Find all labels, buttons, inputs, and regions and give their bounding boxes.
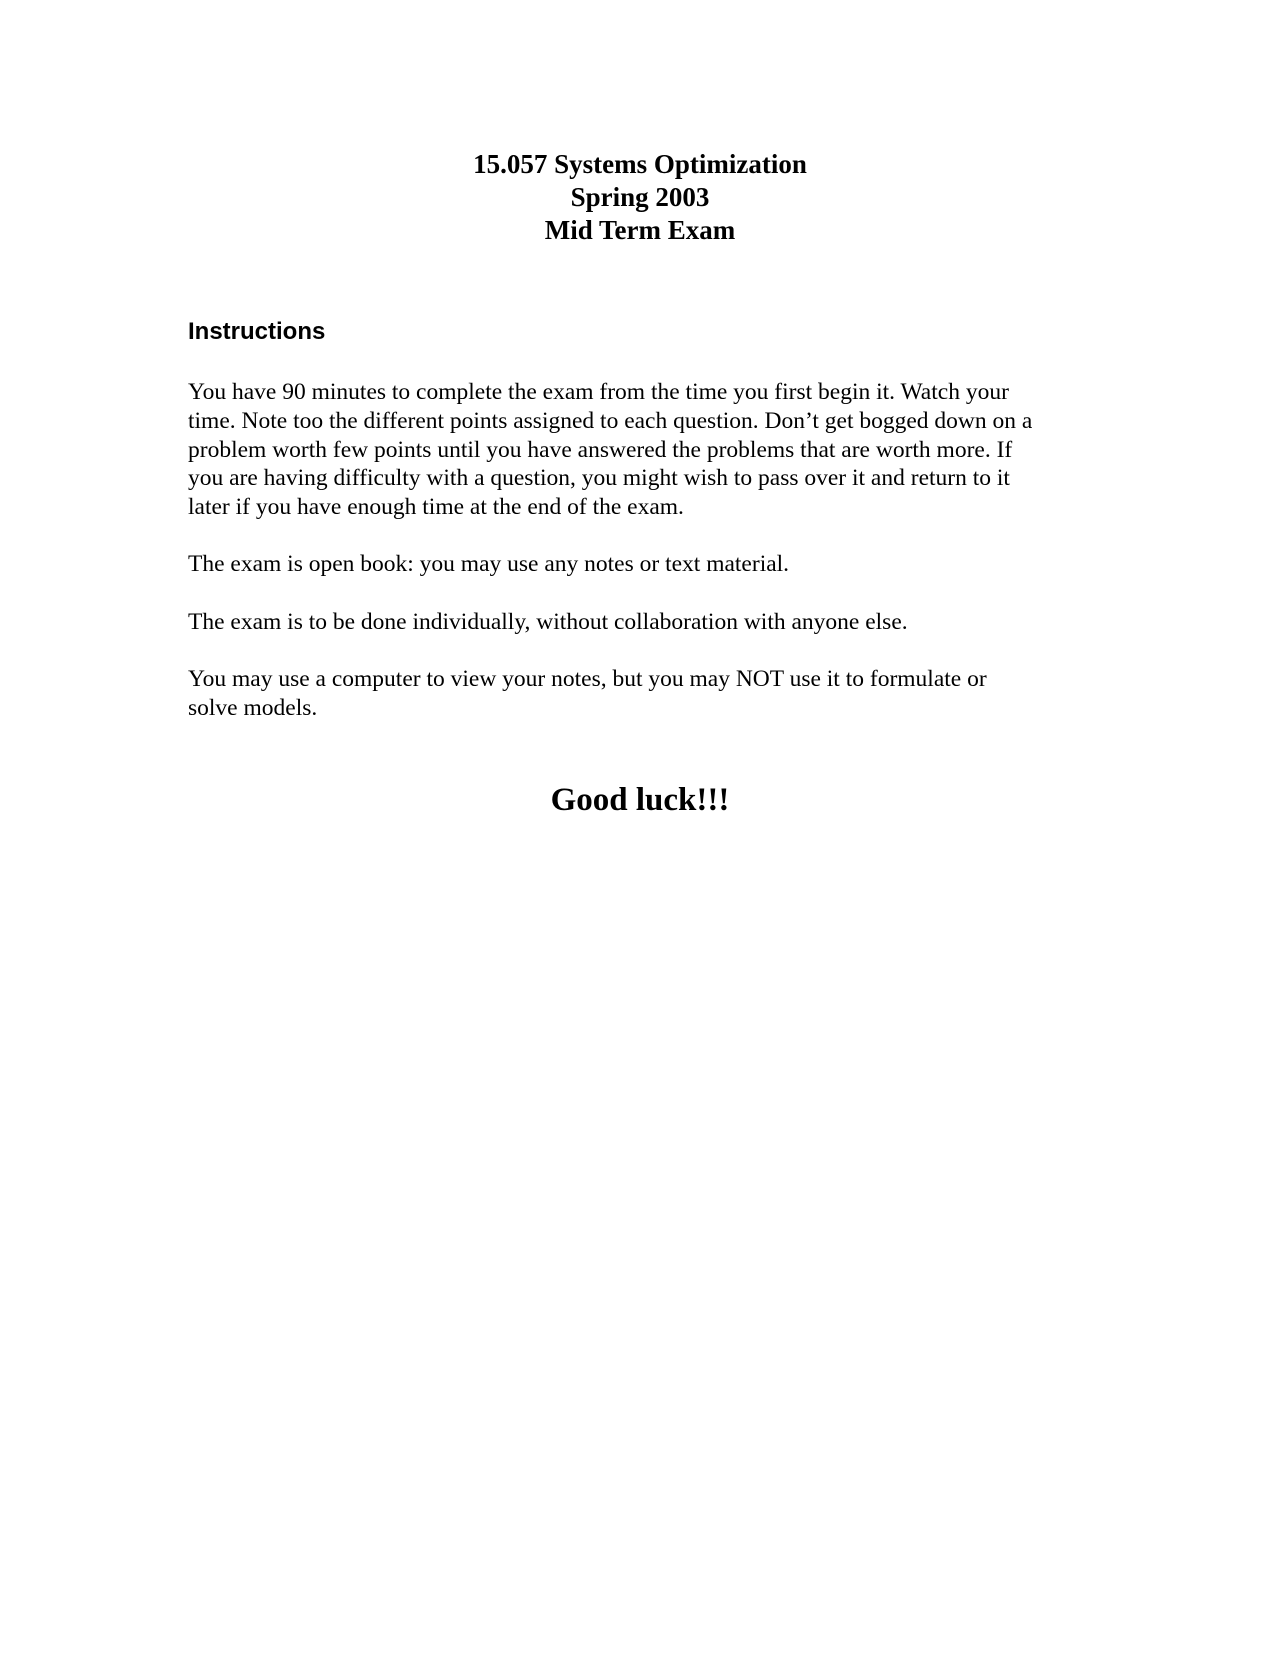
exam-title: Mid Term Exam xyxy=(544,215,736,245)
paragraph-line: You have 90 minutes to complete the exam from the time you first begin it. Watch your xyxy=(188,379,1009,405)
paragraph-line: later if you have enough time at the end of the exam. xyxy=(188,494,684,521)
paragraph-line: problem worth few points until you have answered the problems that are worth more. If xyxy=(188,436,1013,463)
instructions-paragraph-time xyxy=(188,378,1088,522)
paragraph-line: The exam is open book: you may use any notes or text material. xyxy=(188,551,790,577)
term-title: Spring 2003 xyxy=(570,182,710,212)
paragraph-line: you are having difficulty with a question, you might wish to pass over it and return to it xyxy=(188,465,1010,492)
document-title xyxy=(0,148,1280,247)
closing-message: Good luck!!! xyxy=(550,782,730,818)
instructions-heading: Instructions xyxy=(188,318,326,345)
paragraph-line: time. Note too the different points assigned to each question. Don’t get bogged down on a xyxy=(188,407,1033,434)
course-title: 15.057 Systems Optimization xyxy=(473,149,807,179)
paragraph-line: You may use a computer to view your notes, but you may NOT use it to formulate or xyxy=(188,666,987,692)
instructions-paragraph-computer xyxy=(188,665,1088,723)
paragraph-line: solve models. xyxy=(188,694,318,721)
instructions-paragraph-open-book xyxy=(188,550,1088,579)
paragraph-line: The exam is to be done individually, without collaboration with anyone else. xyxy=(188,609,908,635)
instructions-paragraph-individual xyxy=(188,608,1088,637)
